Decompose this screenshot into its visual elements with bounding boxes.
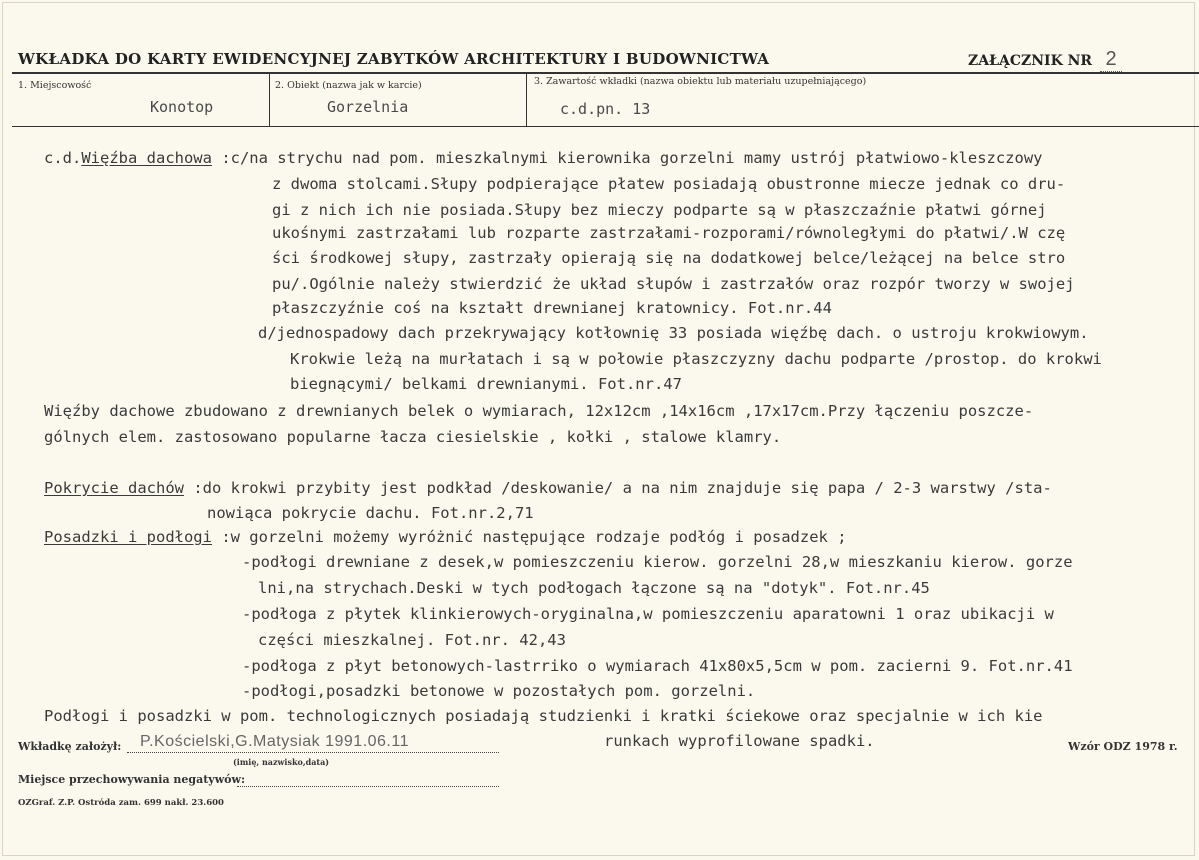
body-line: pu/.Ogólnie należy stwierdzić że układ słupów i zastrzałów oraz rozpór tworzy w swojej (272, 275, 1075, 293)
body-line: -podłogi drewniane z desek,w pomieszczeniu kierow. gorzelni 28,w mieszkaniu kierow. gorze (242, 553, 1073, 571)
body-line: Podłogi i posadzki w pom. technologicznych posiadają studzienki i kratki ściekowe oraz specjalnie w ich kie (44, 707, 1043, 725)
negatives-storage-dotted-line (237, 786, 499, 787)
field-value-place: Konotop (150, 98, 214, 116)
body-line: gólnych elem. zastosowano popularne łacza ciesielskie , kołki , stalowe klamry. (44, 428, 782, 446)
body-line (44, 148, 1043, 168)
body-line: runkach wyprofilowane spadki. (604, 732, 875, 750)
annex-label (968, 48, 1122, 72)
annex-label-text: ZAŁĄCZNIK NR (968, 53, 1093, 69)
body-line-rest: :c/na strychu nad pom. mieszkalnymi kierownika gorzelni mamy ustrój płatwiowo-kleszczowy (211, 149, 1043, 167)
body-line: płaszczyźnie coś na kształt drewnianej kratownicy. Fot.nr.44 (272, 299, 832, 317)
body-line: lni,na strychach.Deski w tych podłogach łączone są na "dotyk". Fot.nr.45 (258, 579, 930, 597)
body-line-rest: :do krokwi przybity jest podkład /deskowanie/ a na nim znajduje się papa / 2-3 warstwy /sta- (183, 479, 1052, 497)
prepared-by-dotted-line (127, 752, 499, 753)
body-line (44, 527, 847, 547)
field-value-contents: c.d.pn. 13 (560, 100, 651, 118)
body-line: d/jednospadowy dach przekrywający kotłownię 33 posiada więźbę dach. o ustroju krokwiowym. (258, 324, 1089, 342)
body-line: -podłoga z płytek klinkierowych-oryginalna,w pomieszczeniu aparatowni 1 oraz ubikacji w (242, 605, 1054, 623)
field-divider-2 (526, 74, 527, 126)
template-label: Wzór ODZ 1978 r. (1068, 740, 1178, 753)
body-line (44, 478, 1052, 498)
prepared-by-value: P.Kościelski,G.Matysiak 1991.06.11 (140, 733, 409, 750)
body-line: ści środkowej słupy, zastrzały opierają się na dodatkowej belce/leżącej na belce stro (272, 249, 1066, 267)
header-rule-bottom (12, 126, 1199, 127)
section-heading-floors: Posadzki i podłogi (44, 528, 212, 546)
body-line: z dwoma stolcami.Słupy podpierające płatew posiadają obustronne miecze jednak co dru- (272, 175, 1066, 193)
form-title: WKŁADKA DO KARTY EWIDENCYJNEJ ZABYTKÓW ARCHITEKTURY I BUDOWNICTWA (18, 50, 770, 68)
annex-number: 2 (1100, 48, 1122, 72)
header-rule-top (12, 72, 1199, 74)
body-line-prefix: c.d. (44, 149, 82, 167)
prepared-by-note: (imię, nazwisko,data) (233, 757, 330, 767)
body-line: nowiąca pokrycie dachu. Fot.nr.2,71 (207, 504, 534, 522)
field-label-object: 2. Obiekt (nazwa jak w karcie) (275, 80, 422, 91)
field-divider-1 (269, 74, 270, 126)
field-label-place: 1. Miejscowość (18, 80, 92, 91)
body-line: -podłoga z płyt betonowych-lastrriko o wymiarach 41x80x5,5cm w pom. zacierni 9. Fot.nr.41 (242, 657, 1073, 675)
section-heading-roofing: Pokrycie dachów (44, 479, 184, 497)
body-line: części mieszkalnej. Fot.nr. 42,43 (258, 631, 566, 649)
field-value-object: Gorzelnia (327, 98, 409, 116)
body-line: -podłogi,posadzki betonowe w pozostałych pom. gorzelni. (242, 682, 756, 700)
body-line-rest: :w gorzelni możemy wyróżnić następujące rodzaje podłóg i posadzek ; (211, 528, 847, 546)
field-label-contents: 3. Zawartość wkładki (nazwa obiektu lub materiału uzupełniającego) (534, 76, 867, 87)
body-line: Więźby dachowe zbudowano z drewnianych belek o wymiarach, 12x12cm ,14x16cm ,17x17cm.Przy łączeniu poszcze- (44, 402, 1034, 420)
body-line: biegnącymi/ belkami drewnianymi. Fot.nr.47 (290, 375, 682, 393)
negatives-storage-label: Miejsce przechowywania negatywów: (18, 773, 246, 786)
prepared-by-label: Wkładkę założył: (18, 740, 122, 753)
body-line: ukośnymi zastrzałami lub rozparte zastrzałami-rozporami/równoległymi do płatwi/.W czę (272, 224, 1066, 242)
body-line: gi z nich ich nie posiada.Słupy bez mieczy podparte są w płaszczaźnie płatwi górnej (272, 201, 1047, 219)
body-line: Krokwie leżą na murłatach i są w połowie płaszczyzny dachu podparte /prostop. do krokwi (290, 350, 1102, 368)
section-heading-roof-truss: Więźba dachowa (81, 149, 212, 167)
print-info: OZGraf. Z.P. Ostróda zam. 699 nakł. 23.600 (18, 798, 224, 808)
